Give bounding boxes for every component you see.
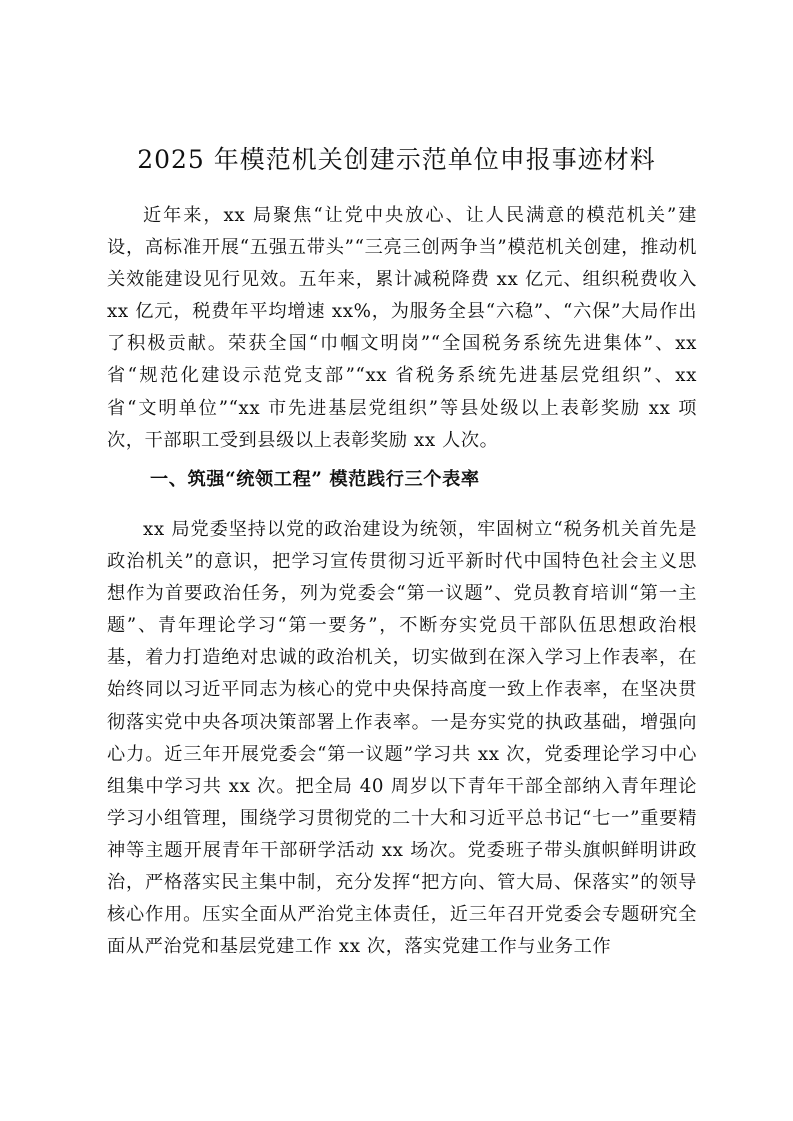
section-paragraph: xx 局党委坚持以党的政治建设为统领，牢固树立“税务机关首先是政治机关”的意识，把学习宣传贯彻习近平新时代中国特色社会主义思想作为首要政治任务，列为党委会“第一议题”、党员教育培训“第一主题”、青年理论学习“第一要务”，不断夯实党员干部队伍思想政治根基，着力打造绝对忠诚的政治机关，切实做到在深入学习上作表率，在始终同以习近平同志为核心的党中央保持高度一致上作表率，在坚决贯彻落实党中央各项决策部署上作表率。一是夯实党的执政基础，增强向心力。近三年开展党委会“第一议题”学习共 xx 次，党委理论学习中心组集中学习共 xx 次。把全局 40 周岁以下青年干部全部纳入青年理论学习小组管理，围绕学习贯彻党的二十大和习近平总书记“七一”重要精神等主题开展青年干部研学活动 xx 场次。党委班子带头旗帜鲜明讲政治，严格落实民主集中制，充分发挥“把方向、管大局、保落实”的领导核心作用。压实全面从严治党主体责任，近三年召开党委会专题研究全面从严治党和基层党建工作 xx 次，落实党建工作与业务工作 — [107, 519, 697, 958]
document-title: 2025 年模范机关创建示范单位申报事迹材料 — [137, 145, 656, 174]
section-heading: 一、筑强“统领工程” 模范践行三个表率 — [150, 469, 480, 490]
intro-paragraph: 近年来，xx 局聚焦“让党中央放心、让人民满意的模范机关”建设，高标准开展“五强五带头”“三亮三创两争当”模范机关创建，推动机关效能建设见行见效。五年来，累计减税降费 xx 亿元、组织税费收入 xx 亿元，税费年平均增速 xx%，为服务全县“六稳”、“六保”大局作出了积极贡献。荣获全国“巾帼文明岗”“全国税务系统先进集体”、xx 省“规范化建设示范党支部”“xx 省税务系统先进基层党组织”、xx 省“文明单位”“xx 市先进基层党组织”等县处级以上表彰奖励 xx 项次，干部职工受到县级以上表彰奖励 xx 人次。 — [107, 205, 697, 451]
